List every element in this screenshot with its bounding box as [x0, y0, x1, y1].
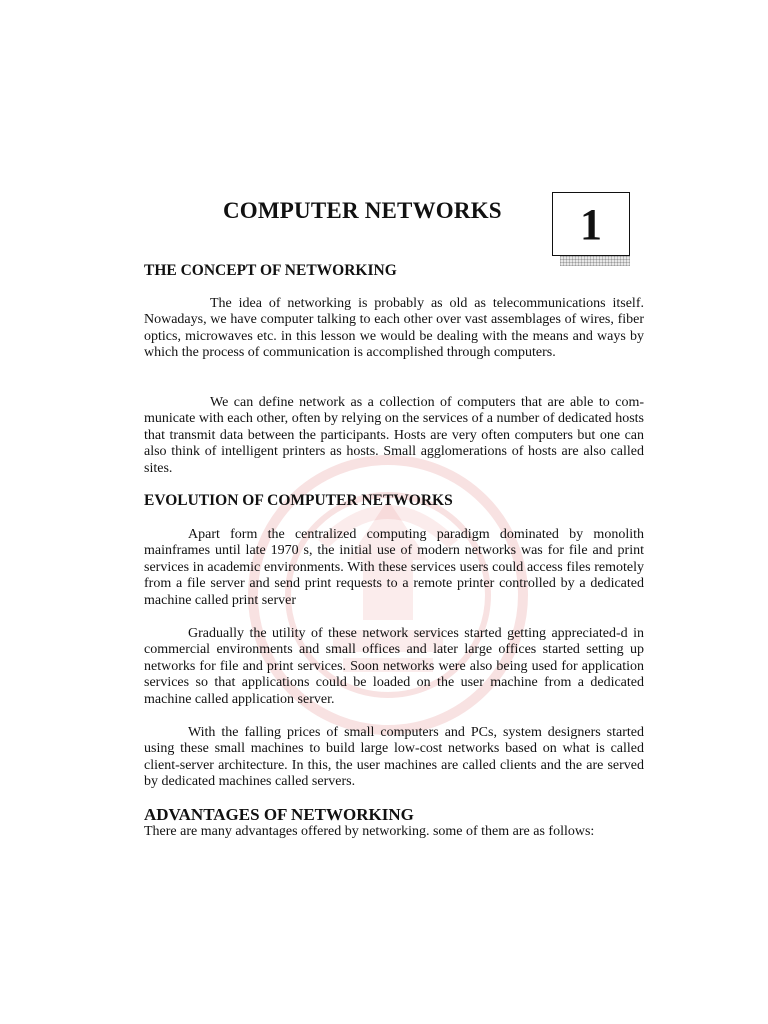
heading-evolution-of-computer-networks: EVOLUTION OF COMPUTER NETWORKS [144, 492, 453, 509]
chapter-number: 1 [580, 199, 602, 249]
paragraph-evolution-3: With the falling prices of small computers and PCs, system designers started using these small machines to build large low-cost networks based on what is called client-server architecture. In this, the user machines are called clients and the are served by dedicated machines called servers. [144, 725, 644, 790]
chapter-title: COMPUTER NETWORKS [223, 198, 502, 223]
heading-advantages-of-networking: ADVANTAGES OF NETWORKING [144, 805, 414, 824]
heading-concept-of-networking: THE CONCEPT OF NETWORKING [144, 262, 397, 279]
paragraph-advantages-intro: There are many advantages offered by networking. some of them are as follows: [144, 824, 595, 839]
chapter-number-box [552, 192, 630, 256]
paragraph-evolution-2: Gradually the utility of these network services started getting appreciated-d in commercial environments and small offices and later large offices started setting up networks for file and print services. Soon networks were also being used for application services so that applications could be loaded on the user machine from a dedicated machine called application server. [144, 626, 644, 707]
paragraph-concept-2: We can define network as a collection of computers that are able to com- municate with each other, often by relying on the services of a number of dedicated hosts that transmit data between the participants. Hosts are very often computers but one can also think of intelligent printers as hosts. Small agglomerations of hosts are also called sites. [144, 395, 644, 476]
paragraph-concept-1: The idea of networking is probably as old as telecommunications itself. Nowadays, we have computer talking to each other over vast assemblages of wires, fiber optics, microwaves etc. in this lesson we would be dealing with the means and ways by which the process of communication is accomplished through computers. [144, 296, 644, 361]
paragraph-evolution-1: Apart form the centralized computing paradigm dominated by monolith mainframes until late 1970 s, the initial use of modern networks was for file and print services in academic environments. With these services users could access files remotely from a file server and send print requests to a remote printer controlled by a dedicated machine called print server [144, 527, 644, 608]
